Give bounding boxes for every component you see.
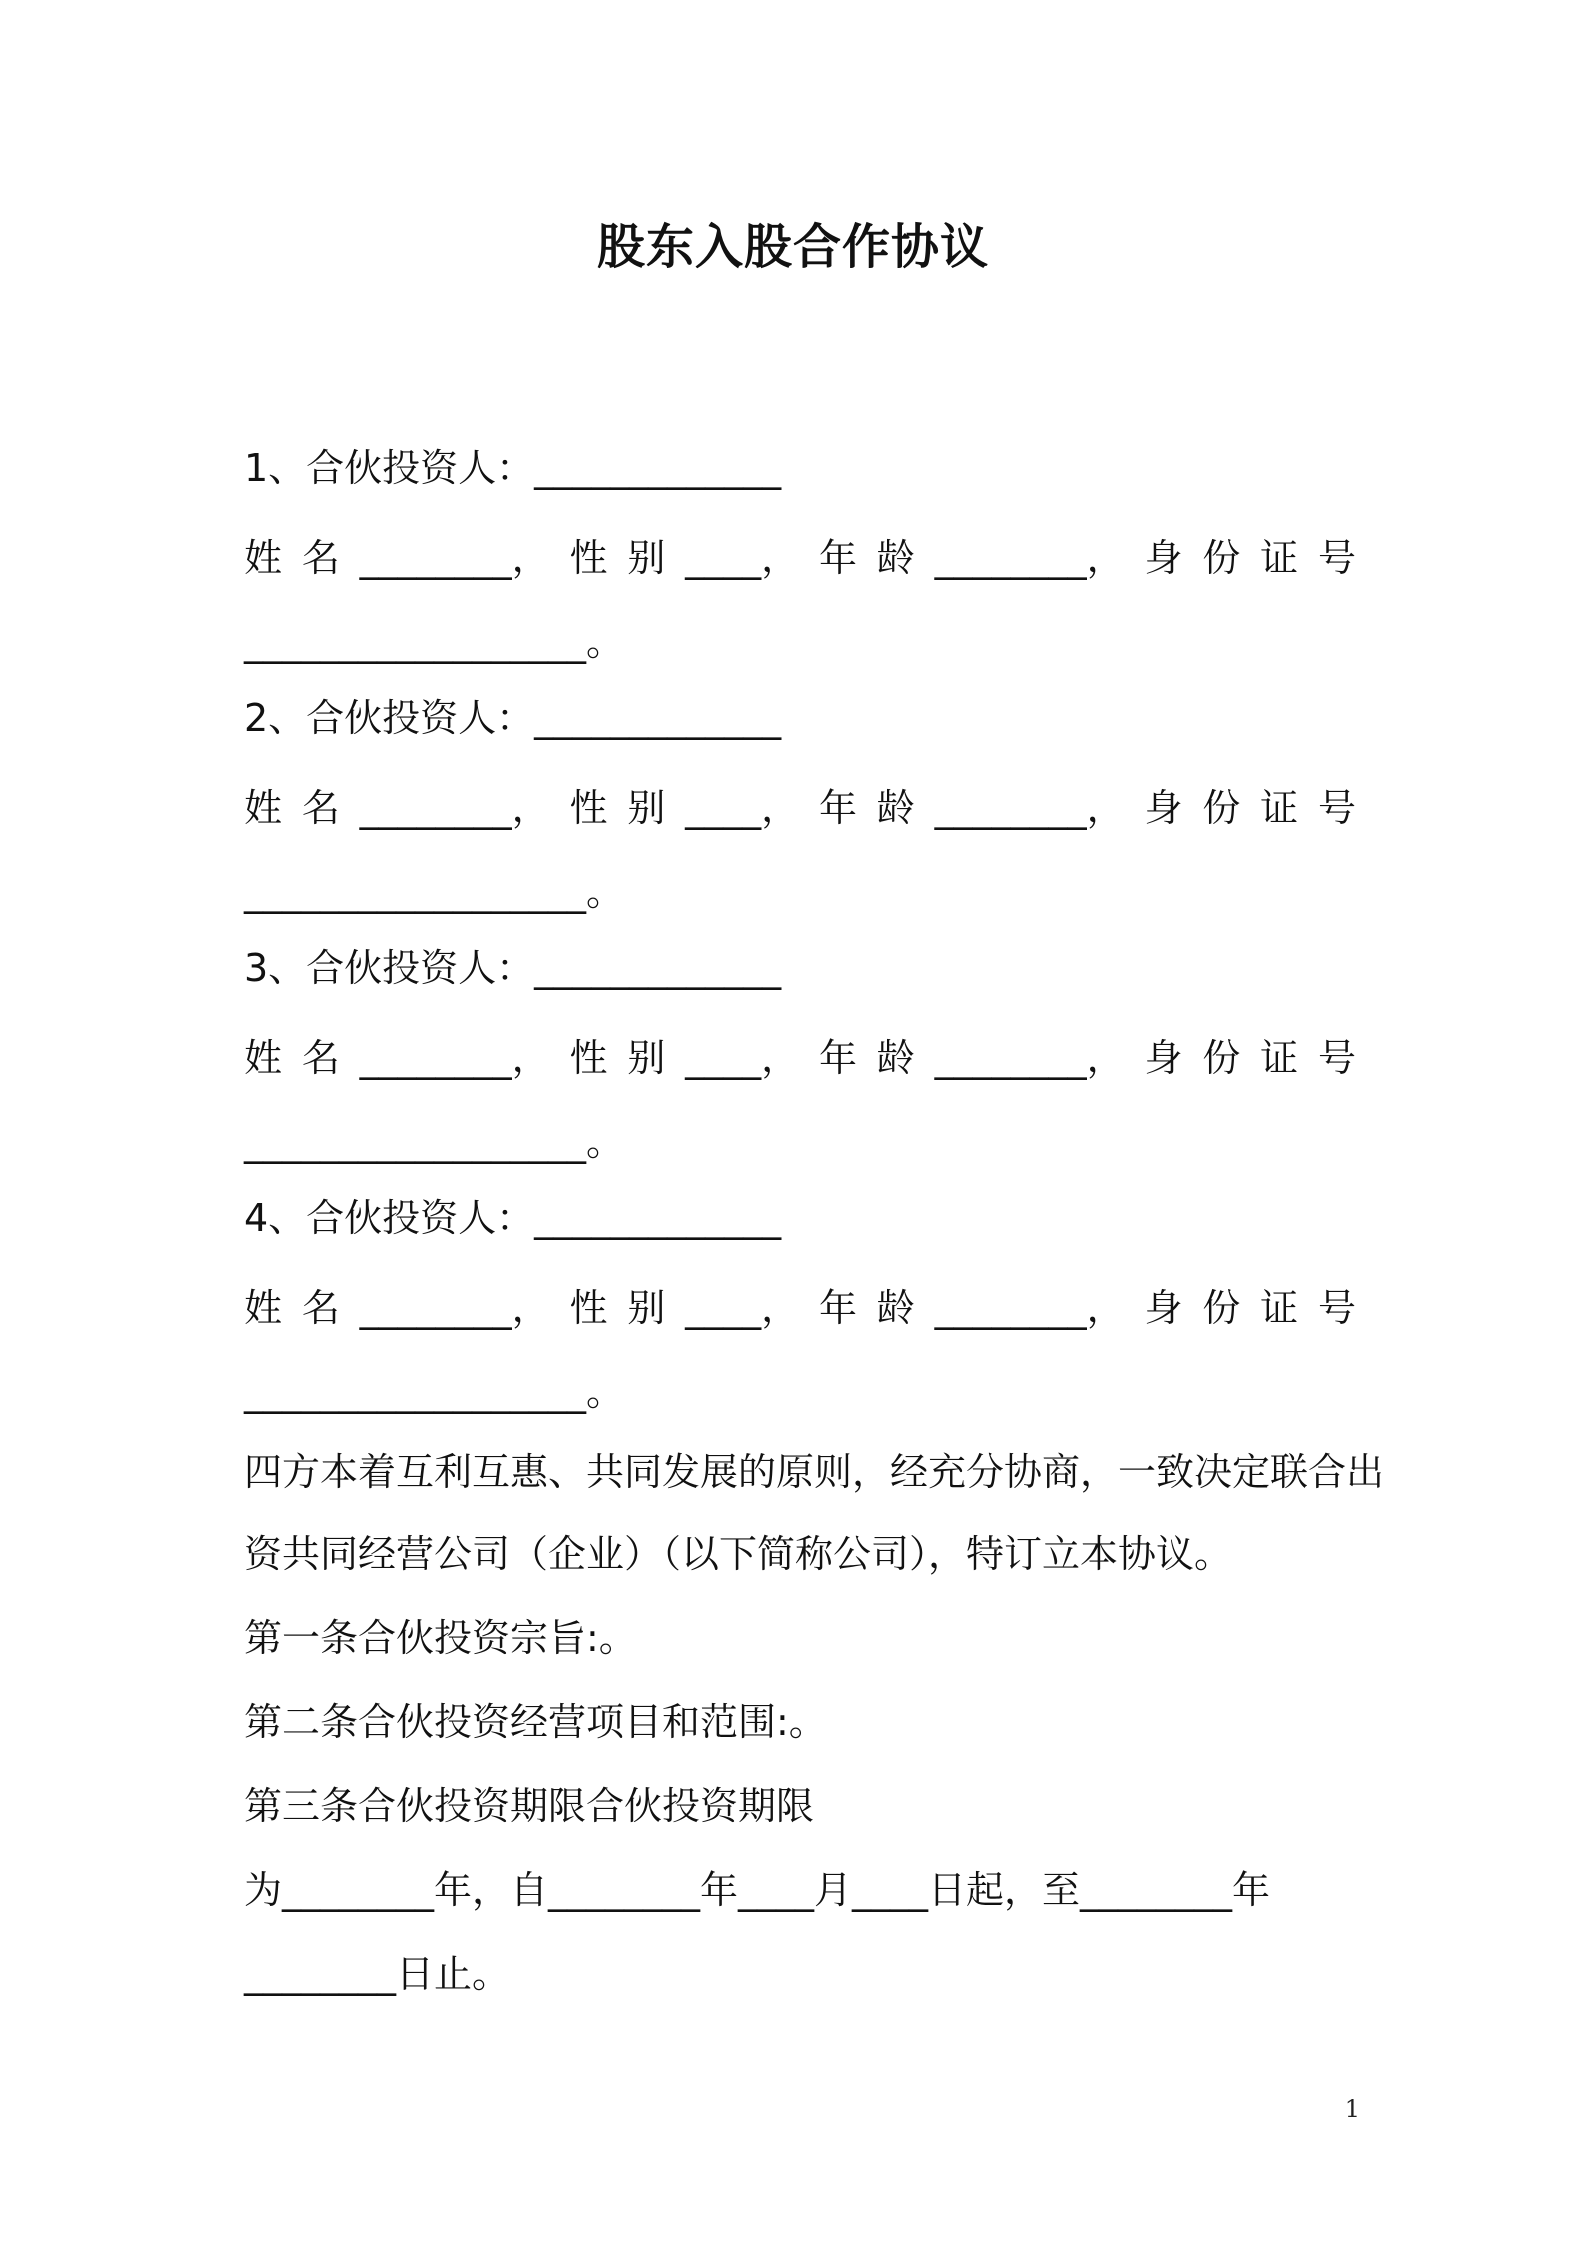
info-part: 年 [818, 786, 857, 830]
info-part: 号 [1317, 1286, 1356, 1330]
info-part: 名 [301, 786, 340, 830]
info-part: 别 [627, 1286, 666, 1330]
info-part: 身 [1144, 1036, 1183, 1080]
info-part: ____， [685, 1286, 800, 1330]
info-part: 姓 [244, 536, 283, 580]
info-part: 龄 [876, 786, 915, 830]
info-part: 号 [1317, 536, 1356, 580]
info-part: 姓 [244, 1286, 283, 1330]
info-part: 份 [1202, 786, 1241, 830]
info-part: 别 [627, 536, 666, 580]
investor-4-info [244, 1280, 1356, 1336]
investor-1-id-line: __________________。 [244, 620, 625, 664]
intro-line-1: 四方本着互利互惠、共同发展的原则，经充分协商，一致决定联合出 [244, 1450, 1385, 1494]
info-part: 证 [1260, 536, 1299, 580]
info-part: ____， [685, 786, 800, 830]
info-part: 份 [1202, 1286, 1241, 1330]
investor-2-id-line: __________________。 [244, 870, 625, 914]
info-part: ____， [685, 1036, 800, 1080]
info-part: ____， [685, 536, 800, 580]
info-part: 别 [627, 786, 666, 830]
info-part: 身 [1144, 536, 1183, 580]
info-part: ________， [934, 786, 1125, 830]
info-part: 姓 [244, 1036, 283, 1080]
info-part: ________， [359, 536, 550, 580]
info-part: 性 [569, 1036, 608, 1080]
investor-2-header: 2、合伙投资人：_____________ [244, 696, 782, 740]
info-part: ________， [359, 1036, 550, 1080]
investor-3-header: 3、合伙投资人：_____________ [244, 946, 782, 990]
info-part: ________， [934, 536, 1125, 580]
article-1: 第一条合伙投资宗旨:。 [244, 1616, 637, 1660]
info-part: 年 [818, 536, 857, 580]
info-part: ________， [359, 786, 550, 830]
investor-4-header: 4、合伙投资人：_____________ [244, 1196, 782, 1240]
info-part: 身 [1144, 1286, 1183, 1330]
investor-3-info [244, 1030, 1356, 1086]
investor-3-id-line: __________________。 [244, 1120, 625, 1164]
info-part: 年 [818, 1286, 857, 1330]
page-number: 1 [1344, 2095, 1360, 2123]
info-part: 份 [1202, 1036, 1241, 1080]
info-part: ________， [934, 1036, 1125, 1080]
info-part: 别 [627, 1036, 666, 1080]
info-part: 份 [1202, 536, 1241, 580]
info-part: 名 [301, 536, 340, 580]
info-part: ________， [934, 1286, 1125, 1330]
info-part: 证 [1260, 1286, 1299, 1330]
info-part: 身 [1144, 786, 1183, 830]
info-part: 性 [569, 786, 608, 830]
info-part: 龄 [876, 1286, 915, 1330]
info-part: ________， [359, 1286, 550, 1330]
info-part: 号 [1317, 786, 1356, 830]
term-line-1: 为________年，自________年____月____日起，至________年 [244, 1868, 1271, 1912]
info-part: 号 [1317, 1036, 1356, 1080]
info-part: 名 [301, 1036, 340, 1080]
info-part: 年 [818, 1036, 857, 1080]
investor-1-info [244, 530, 1356, 586]
info-part: 证 [1260, 1036, 1299, 1080]
info-part: 名 [301, 1286, 340, 1330]
article-3: 第三条合伙投资期限合伙投资期限 [244, 1784, 815, 1828]
document-title: 股东入股合作协议 [596, 219, 989, 275]
intro-line-2: 资共同经营公司（企业）（以下简称公司），特订立本协议。 [244, 1532, 1233, 1576]
info-part: 龄 [876, 1036, 915, 1080]
info-part: 姓 [244, 786, 283, 830]
info-part: 证 [1260, 786, 1299, 830]
investor-1-header: 1、合伙投资人：_____________ [244, 446, 782, 490]
term-line-2: ________日止。 [244, 1952, 511, 1996]
info-part: 性 [569, 1286, 608, 1330]
info-part: 龄 [876, 536, 915, 580]
info-part: 性 [569, 536, 608, 580]
investor-2-info [244, 780, 1356, 836]
investor-4-id-line: __________________。 [244, 1370, 625, 1414]
article-2: 第二条合伙投资经营项目和范围:。 [244, 1700, 827, 1744]
